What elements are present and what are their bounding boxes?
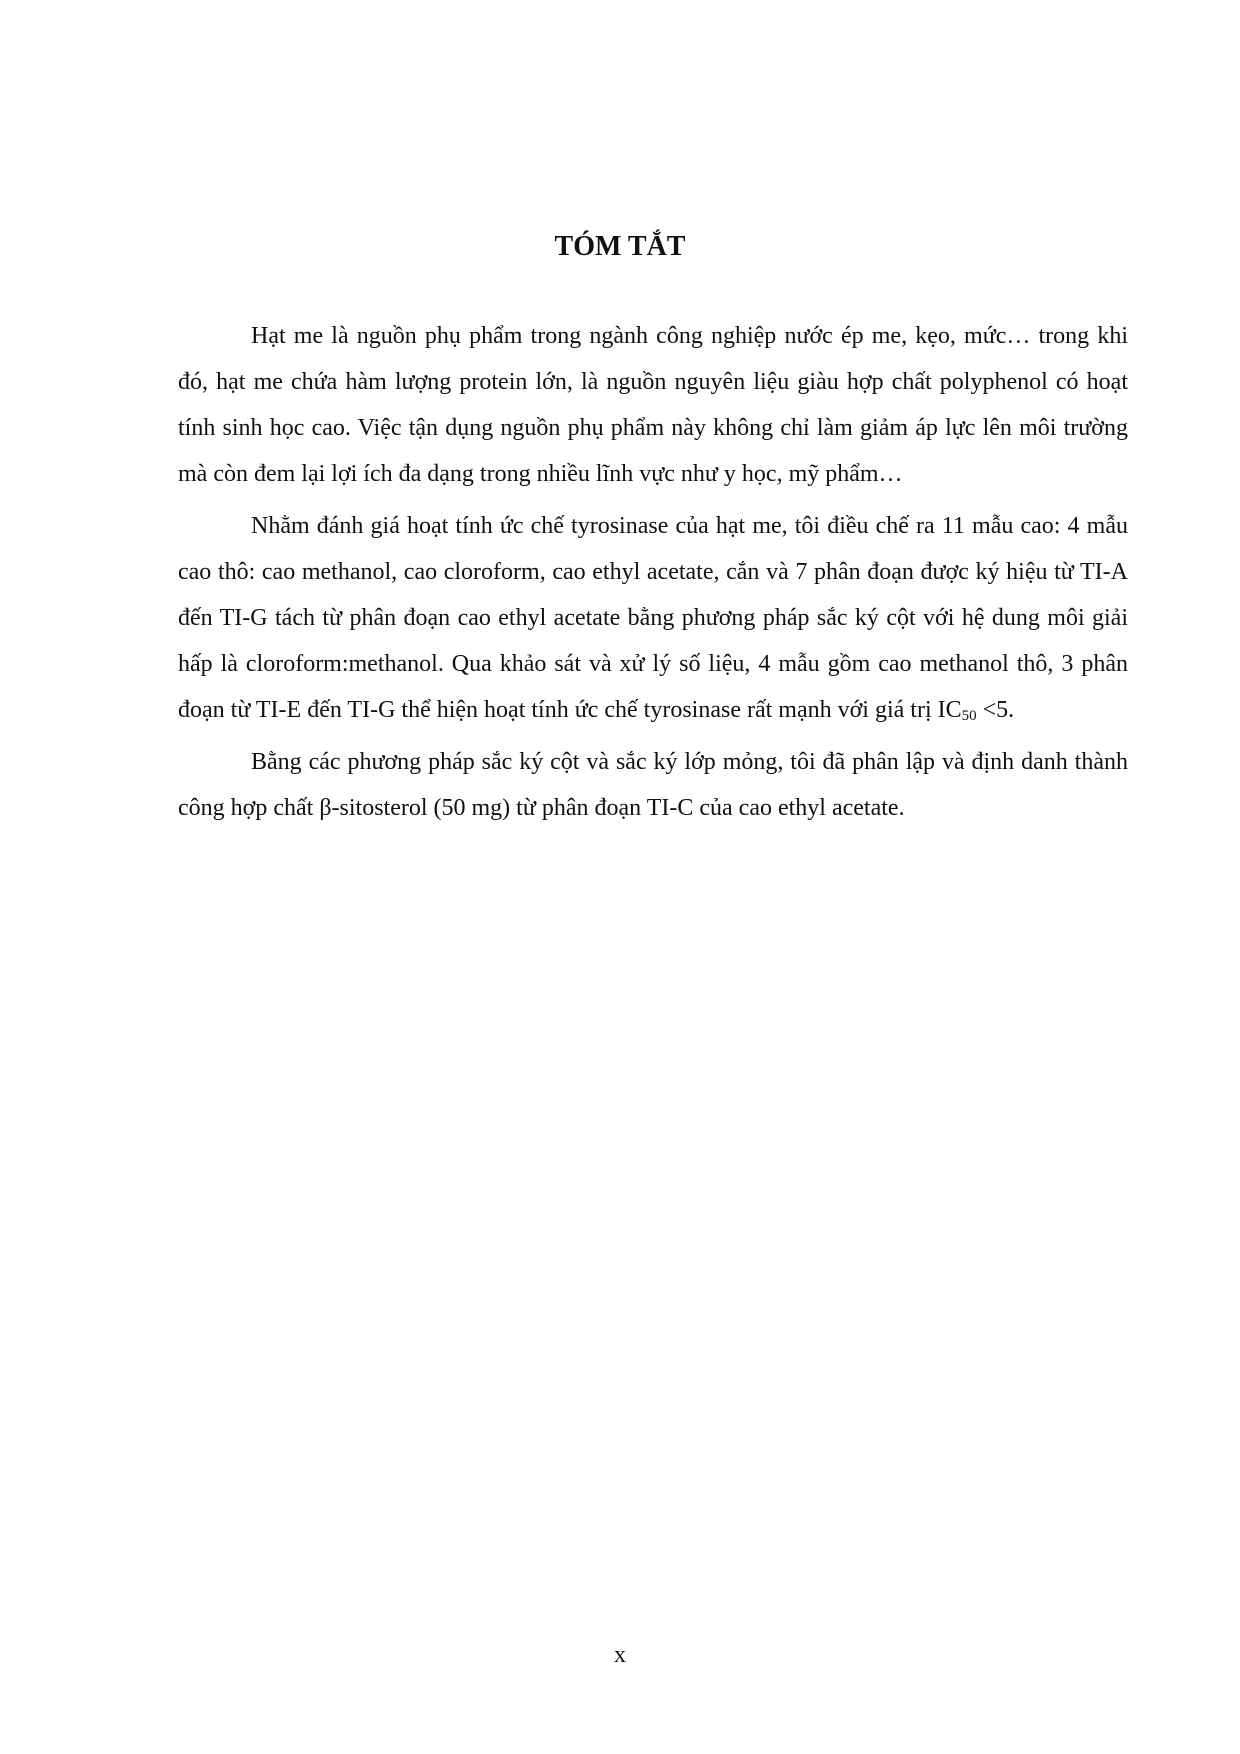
paragraph-3: Bằng các phương pháp sắc ký cột và sắc ký lớp mỏng, tôi đã phân lập và định danh thành công hợp chất β-sitosterol (50 mg) từ phân đoạn TI-C của cao ethyl acetate. <box>178 749 1128 821</box>
abstract-body <box>178 313 1128 837</box>
paragraph-1: Hạt me là nguồn phụ phẩm trong ngành công nghiệp nước ép me, kẹo, mức… trong khi đó, hạt me chứa hàm lượng protein lớn, là nguồn nguyên liệu giàu hợp chất polyphenol có hoạt tính sinh học cao. Việc tận dụng nguồn phụ phẩm này không chỉ làm giảm áp lực lên môi trường mà còn đem lại lợi ích đa dạng trong nhiều lĩnh vực như y học, mỹ phẩm… <box>178 323 1128 487</box>
paragraph-2-text: Nhằm đánh giá hoạt tính ức chế tyrosinase của hạt me, tôi điều chế ra 11 mẫu cao: 4 mẫu cao thô: cao methanol, cao cloroform, cao ethyl acetate, cắn và 7 phân đoạn được ký hiệu từ TI-A đến TI-G tách từ phân đoạn cao ethyl acetate bằng phương pháp sắc ký cột với hệ dung môi giải hấp là cloroform:methanol. Qua khảo sát và xử lý số liệu, 4 mẫu gồm cao methanol thô, 3 phân đoạn từ TI-E đến TI-G thể hiện hoạt tính ức chế tyrosinase rất mạnh với giá trị IC <box>178 513 1128 723</box>
paragraph-2 <box>178 503 1128 733</box>
ic50-subscript: 50 <box>961 708 977 724</box>
paragraph-2-tail: <5. <box>976 697 1015 723</box>
page-number: x <box>614 1642 626 1668</box>
abstract-title: TÓM TẮT <box>554 231 686 262</box>
